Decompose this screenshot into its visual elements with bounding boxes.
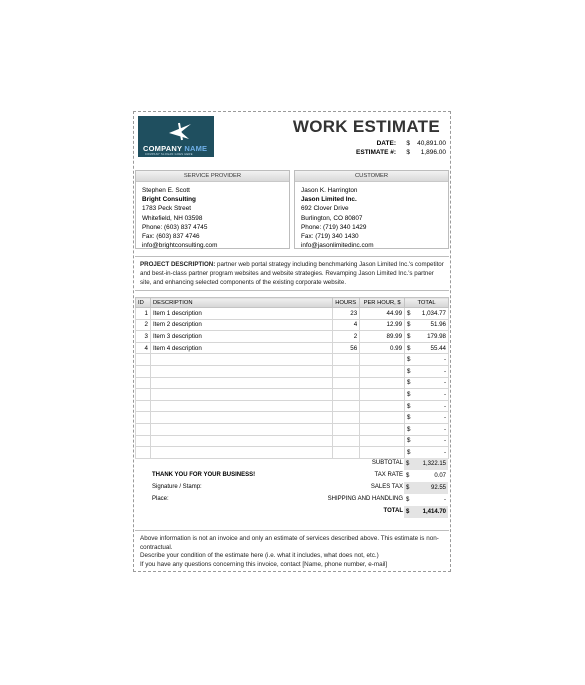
cell-id: [136, 365, 151, 377]
estimate-number-row: [344, 149, 446, 156]
table-row: [136, 400, 449, 412]
cell-total: $ 55.44: [405, 342, 449, 354]
cell-hours: [333, 377, 360, 389]
cell-hours: [333, 389, 360, 401]
footer-contact: If you have any questions concerning this invoice, contact [Name, phone number, e-mail]: [140, 560, 388, 568]
service-provider-box: [135, 170, 290, 249]
cell-id: 1: [136, 308, 151, 320]
project-description-text: partner web portal strategy including benchmarking Jason Limited Inc.'s competitor and best-in-class partner program websites and website strategies. Revamping Jason Limited Inc.'s partner site, and enhancing selected components of the existing corporate website.: [140, 261, 444, 286]
provider-contact: Stephen E. Scott: [142, 187, 190, 194]
col-header-description: DESCRIPTION: [150, 298, 332, 308]
table-row: [136, 447, 449, 459]
logo-company-name: COMPANY NAME: [143, 144, 208, 153]
project-description-label: PROJECT DESCRIPTION:: [140, 261, 216, 268]
estimate-number-currency: $: [406, 149, 410, 156]
sales-tax-label: SALES TAX: [370, 484, 403, 490]
date-row: [344, 140, 446, 147]
cell-description: Item 2 description: [150, 319, 332, 331]
cell-hours: [333, 400, 360, 412]
cell-id: 3: [136, 331, 151, 343]
cell-id: [136, 354, 151, 366]
estimate-document: [133, 111, 451, 572]
shipping-label: SHIPPING AND HANDLING: [327, 496, 403, 502]
cell-per-hour: 44.99: [360, 308, 405, 320]
cell-hours: 2: [333, 331, 360, 343]
cell-description: [150, 400, 332, 412]
cell-hours: [333, 354, 360, 366]
cell-per-hour: 89.99: [360, 331, 405, 343]
project-description: [135, 256, 449, 291]
cell-total: $ 1,034.77: [405, 308, 449, 320]
cell-hours: 23: [333, 308, 360, 320]
table-row: [136, 342, 449, 354]
subtotal-label: SUBTOTAL: [371, 460, 403, 466]
cell-total: $ -: [405, 423, 449, 435]
cell-total: $ -: [405, 389, 449, 401]
cell-total: $ -: [405, 377, 449, 389]
cell-description: [150, 354, 332, 366]
cell-description: [150, 435, 332, 447]
cell-hours: [333, 365, 360, 377]
table-row: [136, 435, 449, 447]
cell-hours: [333, 447, 360, 459]
customer-city: Burlington, CO 80807: [301, 214, 363, 222]
table-row: [136, 389, 449, 401]
col-header-id: ID: [136, 298, 151, 308]
cell-id: [136, 377, 151, 389]
cell-per-hour: [360, 365, 405, 377]
shipping-value: $ -: [406, 497, 446, 503]
col-header-total: TOTAL: [405, 298, 449, 308]
table-row: [136, 331, 449, 343]
logo-star-icon: [167, 121, 193, 141]
company-logo: [138, 116, 214, 157]
cell-hours: [333, 423, 360, 435]
cell-total: $ 179.98: [405, 331, 449, 343]
estimate-number-value: 1,896.00: [420, 149, 446, 156]
table-header-row: [136, 298, 449, 308]
cell-description: [150, 365, 332, 377]
subtotal-row: [135, 458, 449, 470]
cell-total: $ -: [405, 400, 449, 412]
cell-id: [136, 412, 151, 424]
customer-contact: Jason K. Harrington: [301, 187, 358, 194]
cell-per-hour: [360, 377, 405, 389]
signature-stamp-label: Signature / Stamp:: [152, 484, 202, 490]
cell-total: $ -: [405, 365, 449, 377]
customer-heading: CUSTOMER: [295, 171, 448, 182]
document-title: WORK ESTIMATE: [292, 117, 440, 136]
tax-rate-label: TAX RATE: [374, 472, 403, 478]
cell-per-hour: [360, 400, 405, 412]
cell-description: [150, 423, 332, 435]
cell-total: $ -: [405, 412, 449, 424]
table-row: [136, 319, 449, 331]
cell-id: [136, 435, 151, 447]
cell-total: $ -: [405, 447, 449, 459]
table-row: [136, 365, 449, 377]
table-row: [136, 377, 449, 389]
provider-company: Bright Consulting: [142, 196, 196, 204]
logo-slogan: COMPANY SLOGAN GOES HERE: [145, 153, 193, 156]
table-row: [136, 354, 449, 366]
cell-id: [136, 400, 151, 412]
cell-per-hour: 0.99: [360, 342, 405, 354]
provider-phone: Phone: (603) 837 4745: [142, 223, 208, 231]
sales-tax-row: [135, 482, 449, 494]
table-row: [136, 308, 449, 320]
estimate-footer-notes: [135, 530, 449, 571]
cell-description: Item 1 description: [150, 308, 332, 320]
date-value: 40,891.00: [417, 140, 446, 147]
provider-street: 1783 Peck Street: [142, 205, 192, 213]
cell-total: $ 51.96: [405, 319, 449, 331]
cell-hours: 4: [333, 319, 360, 331]
estimate-number-label: ESTIMATE #:: [356, 149, 396, 156]
cell-per-hour: [360, 435, 405, 447]
total-row: [135, 506, 449, 518]
provider-email: info@brightconsulting.com: [142, 242, 218, 250]
cell-per-hour: [360, 412, 405, 424]
thank-you-note: THANK YOU FOR YOUR BUSINESS!: [152, 472, 256, 478]
cell-description: [150, 377, 332, 389]
footer-conditions: Describe your condition of the estimate here (i.e. what it includes, what does not, etc.): [140, 552, 379, 560]
cell-total: $ -: [405, 435, 449, 447]
date-currency: $: [406, 140, 410, 147]
cell-per-hour: [360, 389, 405, 401]
line-items-table: [135, 297, 449, 459]
customer-box: [294, 170, 449, 249]
service-provider-heading: SERVICE PROVIDER: [136, 171, 289, 182]
cell-total: $ -: [405, 354, 449, 366]
col-header-per-hour: PER HOUR, $: [360, 298, 405, 308]
customer-company: Jason Limited Inc.: [301, 196, 357, 204]
tax-rate-value: $ 0.07: [406, 473, 446, 479]
cell-id: 4: [136, 342, 151, 354]
cell-id: 2: [136, 319, 151, 331]
table-row: [136, 412, 449, 424]
provider-fax: Fax: (603) 837 4746: [142, 233, 200, 241]
sales-tax-value: $ 92.55: [404, 482, 448, 494]
cell-id: [136, 389, 151, 401]
provider-city: Whitefield, NH 03598: [142, 214, 203, 222]
customer-phone: Phone: (719) 340 1429: [301, 223, 367, 231]
col-header-hours: HOURS: [333, 298, 360, 308]
cell-hours: [333, 435, 360, 447]
cell-hours: [333, 412, 360, 424]
place-label: Place:: [152, 496, 169, 502]
cell-per-hour: [360, 354, 405, 366]
cell-description: [150, 412, 332, 424]
cell-per-hour: [360, 447, 405, 459]
total-label: TOTAL: [383, 508, 403, 514]
cell-id: [136, 423, 151, 435]
cell-description: Item 4 description: [150, 342, 332, 354]
cell-hours: 56: [333, 342, 360, 354]
tax-rate-row: [135, 470, 449, 482]
total-value: $ 1,414.70: [404, 506, 448, 518]
cell-description: [150, 389, 332, 401]
subtotal-value: $ 1,322.15: [404, 458, 448, 470]
footer-disclaimer: Above information is not an invoice and only an estimate of services described above. This estimate is non-contractual.: [140, 535, 439, 551]
table-row: [136, 423, 449, 435]
cell-per-hour: 12.99: [360, 319, 405, 331]
customer-street: 692 Clover Drive: [301, 205, 349, 213]
date-label: DATE:: [376, 140, 396, 147]
cell-per-hour: [360, 423, 405, 435]
customer-fax: Fax: (719) 340 1430: [301, 233, 359, 241]
customer-email: info@jasonlimitedinc.com: [301, 242, 374, 250]
cell-description: Item 3 description: [150, 331, 332, 343]
shipping-row: [135, 494, 449, 506]
cell-id: [136, 447, 151, 459]
cell-description: [150, 447, 332, 459]
